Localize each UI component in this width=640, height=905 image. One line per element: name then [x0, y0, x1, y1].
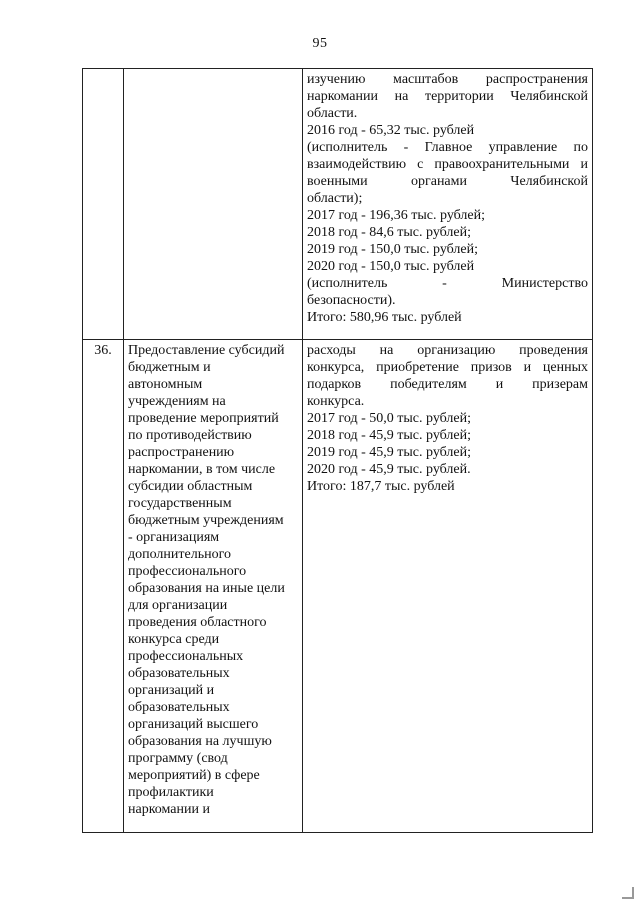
measure-name-line: для организации: [128, 598, 228, 613]
measure-name-line: автономным: [128, 377, 203, 392]
measure-name-line: наркомании и: [128, 802, 210, 817]
funding-description-line: военными органами Челябинской: [307, 174, 588, 189]
funding-description-line: безопасности).: [307, 293, 396, 308]
measure-name-line: проведения областного: [128, 615, 267, 630]
measure-name-line: проведение мероприятий: [128, 411, 279, 426]
funding-description-line: (исполнитель - Министерство: [307, 276, 588, 291]
funding-description-line: (исполнитель - Главное управление по: [307, 140, 588, 155]
funding-description-line: Итого: 580,96 тыс. рублей: [307, 310, 462, 325]
measure-name-line: государственным: [128, 496, 232, 511]
funding-description-line: 2017 год - 50,0 тыс. рублей;: [307, 411, 472, 426]
funding-description-line: 2019 год - 45,9 тыс. рублей;: [307, 445, 472, 460]
measures-table: [82, 68, 593, 833]
funding-description-cell: [303, 69, 593, 340]
funding-description-line: 2020 год - 150,0 тыс. рублей: [307, 259, 475, 274]
funding-description-line: области);: [307, 191, 363, 206]
page-number: 95: [312, 36, 328, 51]
funding-description-line: подарков победителям и призерам: [307, 377, 588, 392]
funding-description-line: взаимодействию с правоохранительными и: [307, 157, 588, 172]
measure-name-line: бюджетным учреждениям: [128, 513, 284, 528]
funding-description-line: 2018 год - 45,9 тыс. рублей;: [307, 428, 472, 443]
measure-name-line: программу (свод: [128, 751, 228, 766]
measure-name-line: профилактики: [128, 785, 214, 800]
funding-description-line: 2016 год - 65,32 тыс. рублей: [307, 123, 475, 138]
funding-description-line: 2017 год - 196,36 тыс. рублей;: [307, 208, 486, 223]
funding-description-line: конкурса, приобретение призов и ценных: [307, 360, 588, 375]
measure-name-line: распространению: [128, 445, 235, 460]
table-row: [83, 69, 593, 340]
scan-corner-mark: [622, 887, 634, 899]
measure-name-line: субсидии областным: [128, 479, 253, 494]
measure-name-line: дополнительного: [128, 547, 231, 562]
measure-name-cell: [124, 69, 303, 340]
table-row: [83, 340, 593, 833]
funding-description-line: области.: [307, 106, 358, 121]
measure-name-line: конкурса среди: [128, 632, 220, 647]
measure-name-line: мероприятий) в сфере: [128, 768, 260, 783]
measure-name-line: наркомании, в том числе: [128, 462, 276, 477]
measure-name-line: учреждениям на: [128, 394, 226, 409]
measure-name-line: по противодействию: [128, 428, 252, 443]
measure-name-line: - организациям: [128, 530, 220, 545]
funding-description-cell: [303, 340, 593, 833]
measure-name-line: образовательных: [128, 666, 230, 681]
funding-description-line: Итого: 187,7 тыс. рублей: [307, 479, 455, 494]
funding-description-line: расходы на организацию проведения: [307, 343, 588, 358]
funding-description-line: изучению масштабов распространения: [307, 72, 588, 87]
measure-name-line: организаций высшего: [128, 717, 259, 732]
measure-name-line: образования на лучшую: [128, 734, 272, 749]
funding-description-line: 2020 год - 45,9 тыс. рублей.: [307, 462, 471, 477]
row-number-cell: 36.: [83, 340, 124, 833]
measure-name-line: организаций и: [128, 683, 215, 698]
measure-name-line: образовательных: [128, 700, 230, 715]
measure-name-line: Предоставление субсидий: [128, 343, 285, 358]
measure-name-line: профессиональных: [128, 649, 244, 664]
funding-description-line: 2018 год - 84,6 тыс. рублей;: [307, 225, 472, 240]
row-number-cell: [83, 69, 124, 340]
funding-description-line: конкурса.: [307, 394, 365, 409]
measure-name-line: бюджетным и: [128, 360, 211, 375]
measure-name-cell: [124, 340, 303, 833]
measure-name-line: образования на иные цели: [128, 581, 285, 596]
measure-name-line: профессионального: [128, 564, 247, 579]
funding-description-line: 2019 год - 150,0 тыс. рублей;: [307, 242, 479, 257]
funding-description-line: наркомании на территории Челябинской: [307, 89, 588, 104]
